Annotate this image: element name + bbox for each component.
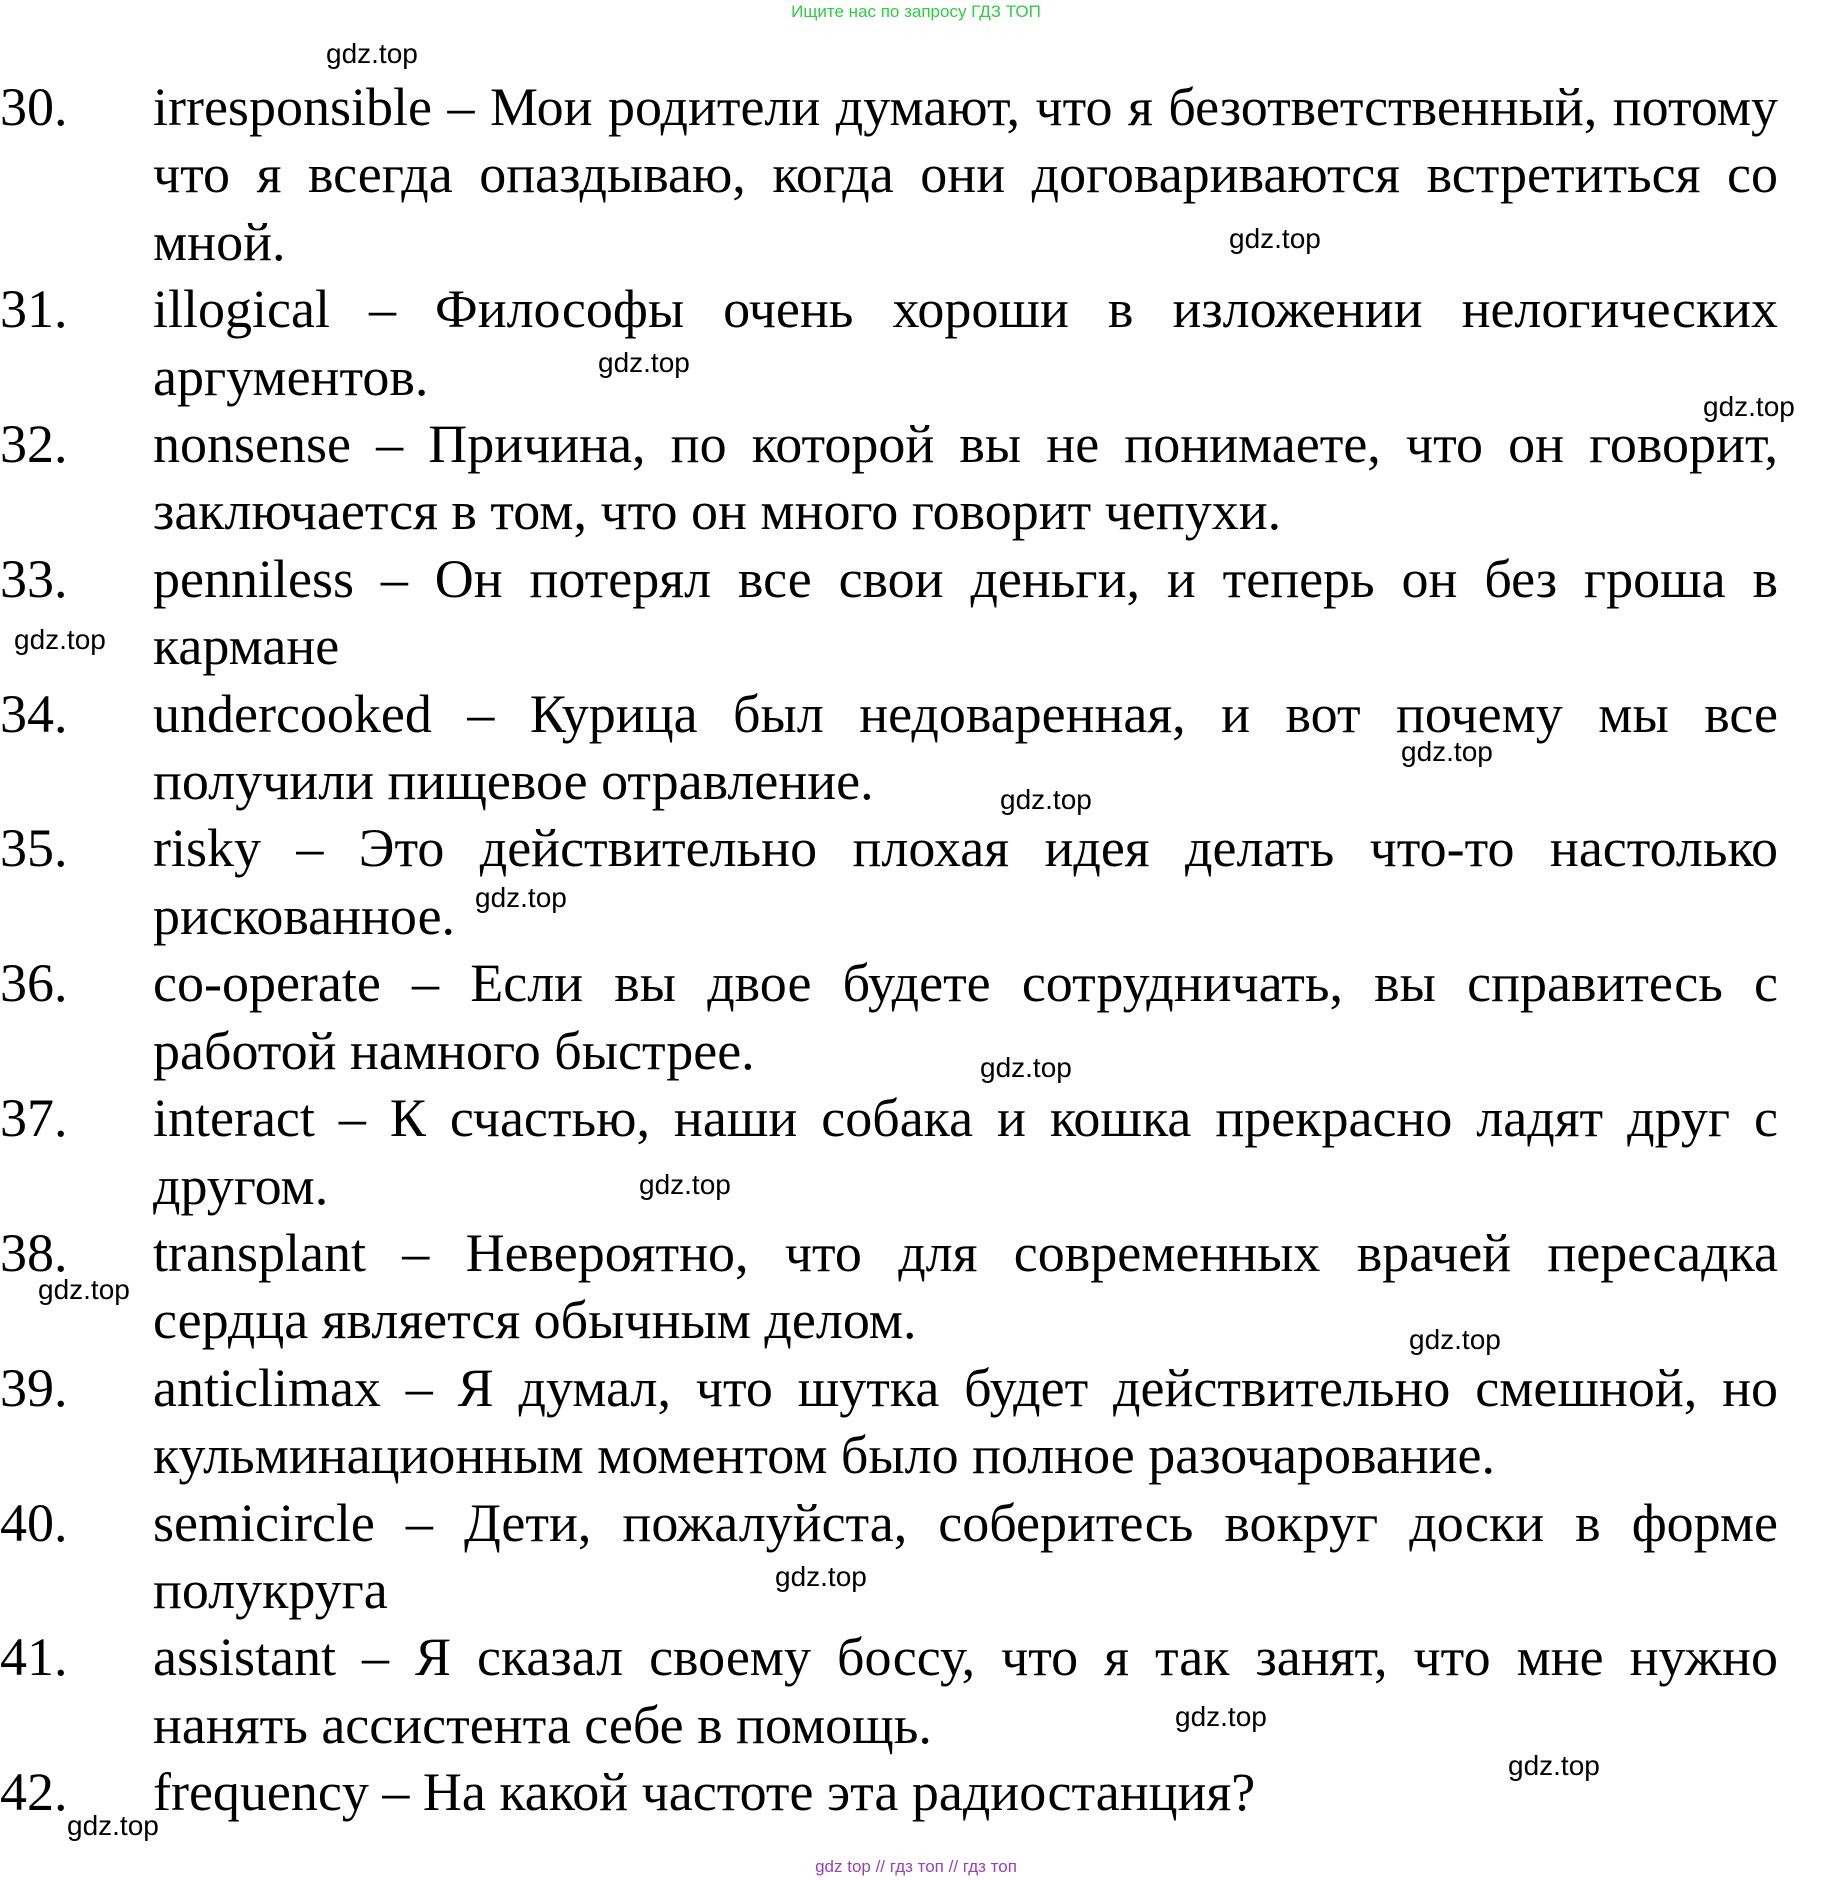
entry-number: 30. (0, 77, 68, 137)
entry-number: 40. (0, 1492, 68, 1553)
entry-translation: Дети, пожалуйста, соберитесь вокруг доски в форме полукруга (153, 1492, 1779, 1620)
entry-number: 38. (0, 1222, 68, 1283)
watermark: gdz.top (598, 347, 690, 378)
entry-translation: Курица был недоваренная, и вот почему мы все получили пищевое отравление. (153, 683, 1778, 812)
list-item (0, 1355, 1778, 1490)
entry-word: co-operate (153, 953, 381, 1014)
entry-separator: – (365, 1222, 466, 1283)
list-item (0, 1624, 1778, 1759)
entry-word: transplant (153, 1222, 366, 1283)
watermark: gdz.top (639, 1169, 731, 1200)
watermark: gdz.top (1703, 391, 1795, 422)
entry-word: illogical (153, 279, 330, 340)
entry-word: penniless (153, 548, 354, 609)
bottom-banner: gdz top // гдз топ // гдз топ (815, 1857, 1017, 1876)
list-item (0, 276, 1778, 411)
entry-number: 42. (0, 1762, 68, 1823)
entry-separator: – (368, 1762, 423, 1823)
entry-translation: Причина, по которой вы не понимаете, что он говорит, заключается в том, что он много говорит чепухи. (153, 414, 1778, 542)
entry-word: interact (153, 1088, 315, 1149)
entry-translation: К счастью, наши собака и кошка прекрасно ладят друг с другом. (153, 1088, 1778, 1216)
entry-number: 36. (0, 953, 68, 1014)
entry-separator: – (431, 683, 530, 744)
watermark: gdz.top (980, 1052, 1072, 1083)
watermark: gdz.top (1000, 784, 1092, 815)
entry-translation: Если вы двое будете сотрудничать, вы справитесь с работой намного быстрее. (153, 953, 1778, 1081)
entry-translation: Это действительно плохая идея делать что-то настолько рискованное. (153, 818, 1779, 946)
entry-number: 35. (0, 818, 68, 879)
watermark: gdz.top (1508, 1750, 1600, 1781)
entry-word: undercooked (153, 683, 432, 744)
entry-number: 39. (0, 1357, 68, 1418)
list-item (0, 1220, 1778, 1355)
watermark: gdz.top (1401, 736, 1493, 767)
watermark: gdz.top (14, 624, 106, 655)
entry-separator: – (329, 279, 436, 340)
list-item (0, 411, 1778, 546)
entry-separator: – (374, 1492, 464, 1553)
list-item (0, 681, 1778, 816)
entry-word: frequency (153, 1762, 369, 1823)
list-item (0, 815, 1778, 950)
watermark: gdz.top (38, 1274, 130, 1305)
entry-word: assistant (153, 1627, 336, 1688)
vocabulary-list (0, 74, 1832, 1827)
top-banner: Ищите нас по запросу ГДЗ ТОП (791, 2, 1041, 21)
entry-word: nonsense (153, 414, 351, 475)
list-item (0, 1490, 1778, 1625)
entry-translation: Я думал, что шутка будет действительно смешной, но кульминационным моментом было полное разочарование. (153, 1357, 1778, 1486)
watermark: gdz.top (1175, 1701, 1267, 1732)
watermark: gdz.top (475, 882, 567, 913)
entry-number: 33. (0, 548, 68, 609)
entry-number: 41. (0, 1627, 68, 1688)
entry-translation: Он потерял все свои деньги, и теперь он без гроша в кармане (153, 548, 1779, 677)
entry-word: irresponsible (153, 77, 432, 137)
list-item (0, 546, 1778, 681)
watermark: gdz.top (1409, 1324, 1501, 1355)
entry-separator: – (431, 77, 490, 137)
list-item (0, 950, 1778, 1085)
entry-number: 32. (0, 414, 68, 475)
entry-separator: – (314, 1088, 390, 1149)
entry-number: 31. (0, 279, 68, 340)
entry-separator: – (261, 818, 359, 879)
entry-separator: – (380, 1357, 458, 1418)
watermark: gdz.top (326, 38, 418, 69)
watermark: gdz.top (67, 1810, 159, 1841)
entry-number: 34. (0, 683, 68, 744)
entry-word: semicircle (153, 1492, 375, 1553)
entry-separator: – (336, 1627, 415, 1688)
entry-translation: Невероятно, что для современных врачей пересадка сердца является обычным делом. (153, 1222, 1779, 1351)
entry-word: anticlimax (153, 1357, 381, 1418)
entry-separator: – (350, 414, 429, 475)
entry-word: risky (153, 818, 261, 879)
entry-translation: На какой частоте эта радиостанция? (422, 1762, 1256, 1823)
list-item (0, 74, 1778, 276)
entry-translation: Мои родители думают, что я безответственный, потому что я всегда опаздываю, когда они договариваются встретиться со мной. (153, 77, 1778, 272)
entry-separator: – (380, 953, 471, 1014)
entry-translation: Философы очень хороши в изложении нелогических аргументов. (153, 279, 1778, 407)
entry-number: 37. (0, 1088, 68, 1149)
entry-separator: – (353, 548, 435, 609)
list-item (0, 1085, 1778, 1220)
entry-translation: Я сказал своему боссу, что я так занят, что мне нужно нанять ассистента себе в помощь. (153, 1627, 1778, 1755)
watermark: gdz.top (775, 1561, 867, 1592)
watermark: gdz.top (1229, 223, 1321, 254)
